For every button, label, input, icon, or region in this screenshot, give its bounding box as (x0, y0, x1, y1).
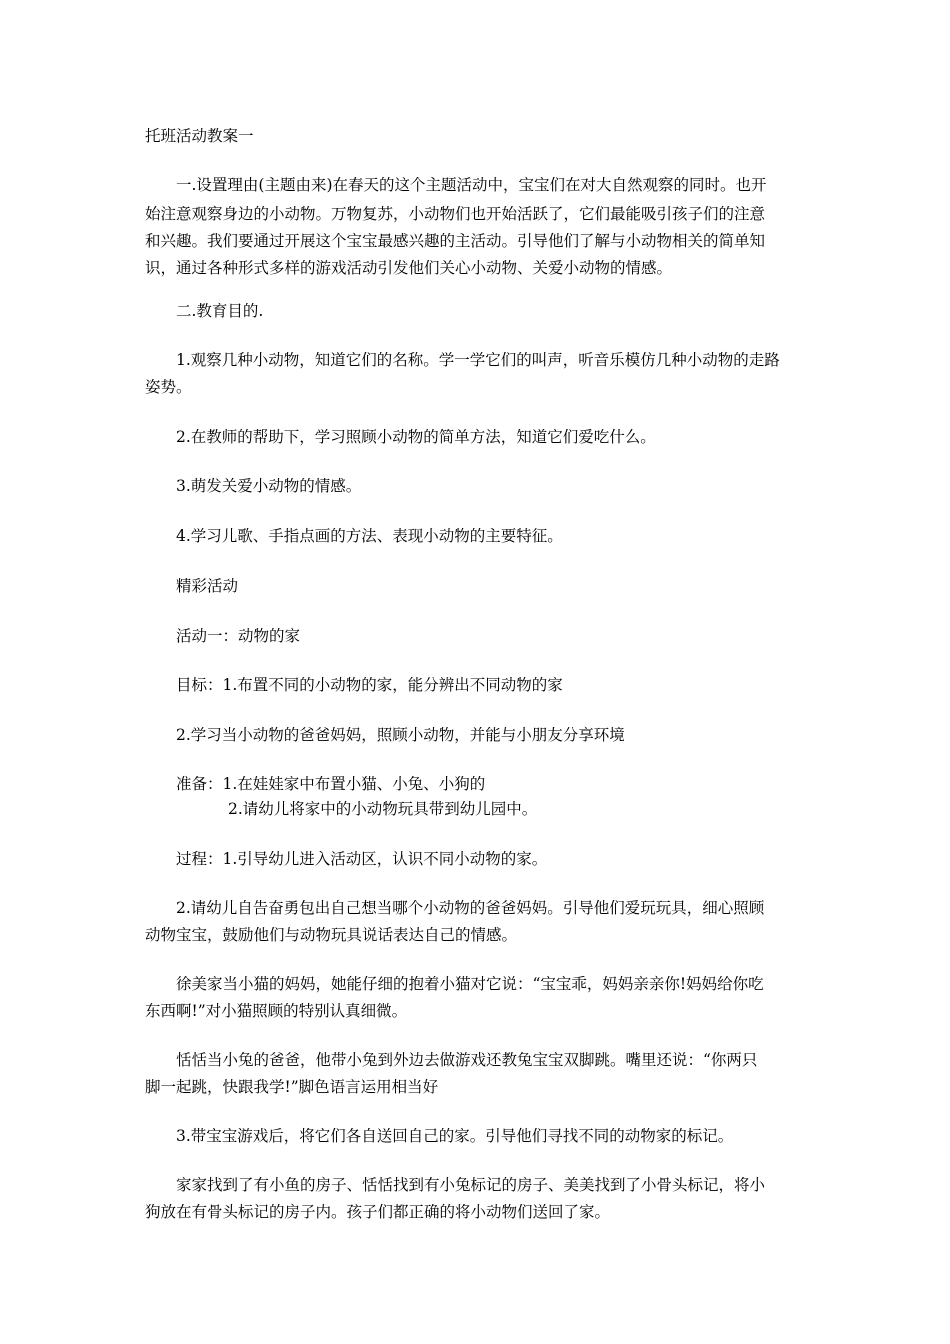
paragraph-line: 过程：1.引导幼儿进入活动区，认识不同小动物的家。 (176, 850, 548, 868)
paragraph-line: 徐美家当小猫的妈妈，她能仔细的抱着小猫对它说：“宝宝乖，妈妈亲亲你!妈妈给你吃 (176, 975, 764, 993)
paragraph-line: 动物宝宝，鼓励他们与动物玩具说话表达自己的情感。 (145, 926, 518, 944)
document-title: 托班活动教案一 (145, 127, 254, 145)
paragraph-line: 3.带宝宝游戏后，将它们各自送回自己的家。引导他们寻找不同的动物家的标记。 (176, 1127, 734, 1145)
paragraph-line: 姿势。 (145, 378, 192, 396)
paragraph-line: 识，通过各种形式多样的游戏活动引发他们关心小动物、关爱小动物的情感。 (145, 259, 673, 277)
paragraph-line: 2.在教师的帮助下，学习照顾小动物的简单方法，知道它们爱吃什么。 (176, 428, 656, 446)
paragraph-line: 2.请幼儿将家中的小动物玩具带到幼儿园中。 (228, 800, 538, 818)
paragraph-line: 始注意观察身边的小动物。万物复苏，小动物们也开始活跃了，它们最能吸引孩子们的注意 (145, 205, 766, 223)
paragraph-line: 恬恬当小兔的爸爸，他带小兔到外边去做游戏还教兔宝宝双脚跳。嘴里还说：“你两只 (176, 1051, 758, 1069)
section-heading: 精彩活动 (176, 577, 239, 595)
paragraph-line: 3.萌发关爱小动物的情感。 (176, 477, 362, 495)
paragraph-line: 2.学习当小动物的爸爸妈妈，照顾小动物，并能与小朋友分享环境 (176, 726, 625, 744)
paragraph-line: 2.请幼儿自告奋勇包出自己想当哪个小动物的爸爸妈妈。引导他们爱玩玩具，细心照顾 (176, 899, 765, 917)
paragraph-line: 家家找到了有小鱼的房子、恬恬找到有小兔标记的房子、美美找到了小骨头标记，将小 (176, 1176, 766, 1194)
paragraph-line: 一.设置理由(主题由来)在春天的这个主题活动中，宝宝们在对大自然观察的同时。也开 (176, 176, 767, 194)
paragraph-line: 1.观察几种小动物，知道它们的名称。学一学它们的叫声，听音乐模仿几种小动物的走路 (176, 351, 780, 369)
paragraph-line: 狗放在有骨头标记的房子内。孩子们都正确的将小动物们送回了家。 (145, 1203, 611, 1221)
paragraph-line: 和兴趣。我们要通过开展这个宝宝最感兴趣的主活动。引导他们了解与小动物相关的简单知 (145, 232, 766, 250)
paragraph-line: 东西啊!”对小猫照顾的特别认真细微。 (145, 1002, 408, 1020)
paragraph-line: 准备：1.在娃娃家中布置小猫、小兔、小狗的 (176, 775, 486, 793)
section-heading: 二.教育目的. (176, 302, 264, 320)
paragraph-line: 目标：1.布置不同的小动物的家，能分辨出不同动物的家 (176, 676, 563, 694)
paragraph-line: 4.学习儿歌、手指点画的方法、表现小动物的主要特征。 (176, 527, 563, 545)
activity-heading: 活动一：动物的家 (176, 627, 301, 645)
paragraph-line: 脚一起跳，快跟我学!”脚色语言运用相当好 (145, 1078, 439, 1096)
